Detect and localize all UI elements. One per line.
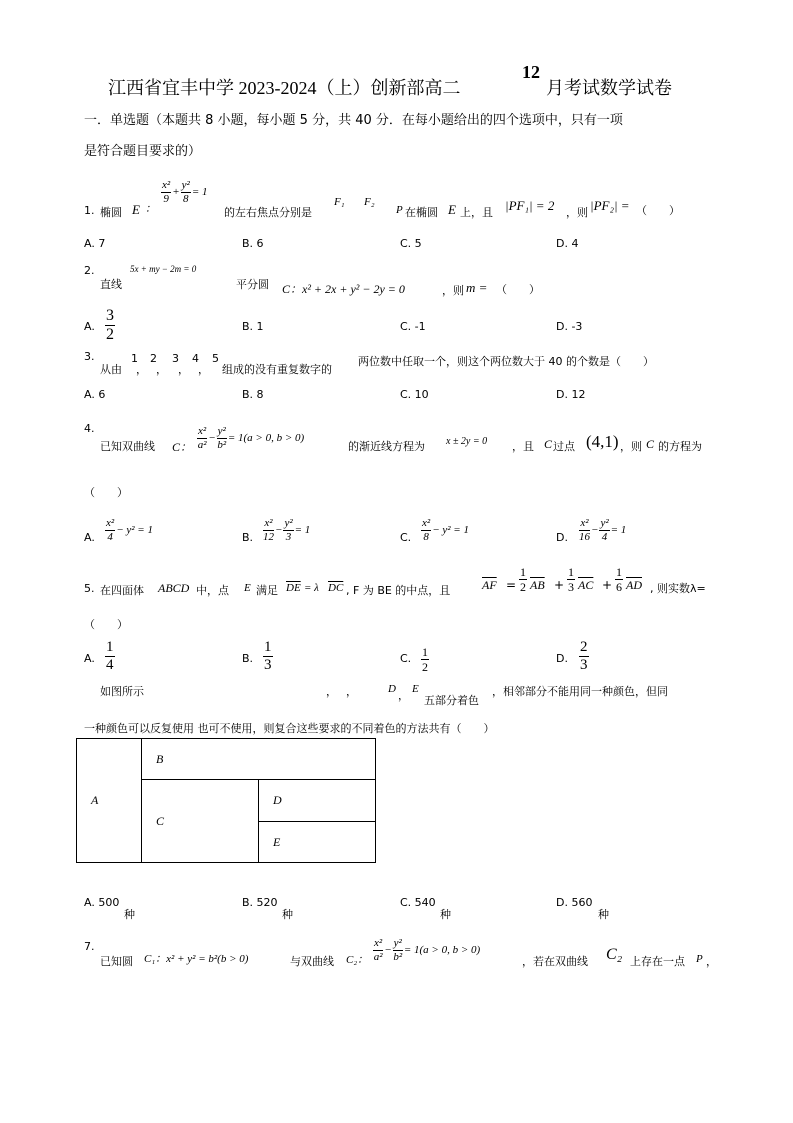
q2-option-a-label: A. (84, 320, 95, 333)
q5-option-b-label: B. (242, 652, 254, 665)
q1-prefix: 椭圆 (100, 206, 122, 219)
q2-number: 2. (84, 264, 95, 277)
q5-plus-2: + (602, 578, 613, 592)
q5-mid3: , F 为 BE 的中点，且 (346, 584, 451, 597)
section-heading: 一．单选题（本题共 8 小题，每小题 5 分，共 40 分．在每小题给出的四个选项中，只有一项 (84, 113, 623, 128)
q1-option-c: C. 5 (400, 237, 422, 250)
q7-hyperbola-eq: $\frac{\text{x²}}{\text{a²}}$ − $\frac{\text{y²}}{\text{b²}}$ = 1(a > 0, b > 0) (373, 937, 481, 963)
q5-vec-dc: $\overline{DC}$ (328, 582, 344, 594)
q6-line1b: ，相邻部分不能用同一种颜色，但同 (492, 685, 668, 698)
q4-c-ref2: C (646, 437, 655, 451)
q4-number: 4. (84, 422, 95, 435)
q1-f1: F₁ (334, 196, 345, 208)
q6-option-c-unit: 种 (440, 908, 451, 921)
q3-sep-4: ， (198, 363, 209, 376)
q5-tetra: ABCD (158, 581, 190, 595)
q3-digit-1: 1 (131, 352, 138, 365)
q7-number: 7. (84, 940, 95, 953)
q4-option-b-eq: $\frac{\text{x²}}{12}$ − $\frac{\text{y²}}{3}$ = 1 (263, 517, 311, 543)
q2-option-d: D. -3 (556, 320, 583, 333)
q1-target: |PF₂| = (590, 198, 630, 213)
q4-hyperbola-eq: $\frac{\text{x²}}{\text{a²}}$ − $\frac{\text{y²}}{\text{b²}}$ = 1(a > 0, b > 0) (197, 425, 305, 451)
q4-paren: （ ） (84, 486, 128, 499)
q6-option-b: B. 520 (242, 896, 278, 909)
q1-mid: 的左右焦点分别是 (224, 206, 312, 219)
q1-option-d: D. 4 (556, 237, 579, 250)
q5-vec-de: $\overline{DE}$ (286, 582, 301, 594)
q6-option-a: A. 500 (84, 896, 120, 909)
q6-option-b-unit: 种 (282, 908, 293, 921)
q3-text3: 两位数中任取一个，则这个两位数大于 40 的个数是（ ） (358, 355, 654, 368)
q3-option-c: C. 10 (400, 388, 429, 401)
q2-target: m = (466, 280, 488, 295)
q7-p: P (696, 953, 703, 965)
q6-option-a-unit: 种 (124, 908, 135, 921)
q6-five-parts: 五部分着色 (424, 694, 479, 707)
q3-sep-1: ， (136, 363, 147, 376)
q2-line-eq: 5x + my − 2m = 0 (130, 264, 197, 274)
q2-ask: ，则 (442, 284, 464, 297)
q2-mid: 平分圆 (236, 278, 269, 291)
q5-e: E (244, 582, 251, 594)
q3-number: 3. (84, 350, 95, 363)
q6-comma-2: ， (346, 685, 357, 698)
q7-prefix: 已知圆 (100, 955, 133, 968)
q1-ellipse-ref: E (448, 202, 456, 217)
q2-option-c: C. -1 (400, 320, 426, 333)
q6-line1a: 如图所示 (100, 685, 144, 698)
q3-digit-3: 3 (172, 352, 179, 365)
q5-option-a-label: A. (84, 652, 95, 665)
q4-c-ref: C (544, 437, 553, 451)
q1-paren: （ ） (636, 204, 680, 217)
q5-tail: , 则实数λ= (650, 582, 706, 595)
q4-mid2: ，且 (512, 440, 534, 453)
q5-vec-ad: $\overline{AD}$ (626, 578, 642, 592)
title-left: 江西省宜丰中学 2023-2024（上）创新部高二 (108, 78, 461, 98)
q4-mid3: 过点 (553, 440, 575, 453)
q6-line2: 一种颜色可以反复使用 也可不使用，则复合这些要求的不同着色的方法共有（ ） (84, 722, 495, 735)
q4-option-d-eq: $\frac{\text{x²}}{16}$ − $\frac{\text{y²}}{4}$ = 1 (579, 517, 627, 543)
title-month: 12 (522, 62, 540, 82)
q2-option-b: B. 1 (242, 320, 264, 333)
q5-eq: = (506, 578, 517, 592)
q5-option-a-frac: $\frac{1}{4}$ (106, 639, 114, 673)
q6-comma-1: ， (326, 685, 337, 698)
q3-digit-4: 4 (192, 352, 199, 365)
title-right: 月考试数学试卷 (546, 78, 672, 98)
q4-curve: C： (172, 440, 193, 454)
q1-ellipse-eq: $\frac{\text{x²}}{9}$ + $\frac{\text{y²}}{8}$ = 1 (162, 179, 208, 205)
q5-mid: 中，点 (196, 584, 229, 597)
q5-coef-2: $\frac{1}{3}$ (568, 565, 574, 594)
q6-option-d-unit: 种 (598, 908, 609, 921)
q3-sep-2: ， (156, 363, 167, 376)
q5-option-d-frac: $\frac{2}{3}$ (580, 639, 588, 673)
q3-sep-3: ， (178, 363, 189, 376)
q6-e: E (412, 683, 419, 695)
q5-option-d-label: D. (556, 652, 568, 665)
q3-option-a: A. 6 (84, 388, 106, 401)
q3-digit-2: 2 (150, 352, 157, 365)
q6-option-c: C. 540 (400, 896, 436, 909)
q5-prefix: 在四面体 (100, 584, 144, 597)
q3-option-d: D. 12 (556, 388, 586, 401)
q1-p: P (396, 204, 403, 216)
q5-coef-3: $\frac{1}{6}$ (616, 565, 622, 594)
q1-ellipse-name: E (132, 202, 140, 217)
region-a: A (77, 739, 142, 863)
region-e: E (259, 822, 376, 863)
q5-paren: （ ） (84, 618, 128, 631)
q5-number: 5. (84, 582, 95, 595)
q1-option-a: A. 7 (84, 237, 106, 250)
q3-digit-5: 5 (212, 352, 219, 365)
q1-number: 1. (84, 204, 95, 217)
region-b: B (142, 739, 376, 780)
q4-option-b-label: B. (242, 531, 254, 544)
q3-text: 从由 (100, 363, 122, 376)
q1-mid3: 上，且 (460, 206, 493, 219)
q1-mid2: 在椭圆 (405, 206, 438, 219)
region-d: D (259, 780, 376, 822)
q6-coloring-figure (76, 738, 376, 863)
q4-asymptote: x ± 2y = 0 (446, 436, 488, 447)
section-heading-cont: 是符合题目要求的） (84, 144, 202, 159)
q1-colon: ： (145, 203, 156, 215)
q7-tail: ，若在双曲线 (522, 955, 588, 968)
q4-option-a-eq: $\frac{\text{x²}}{4}$ − y² = 1 (106, 517, 153, 543)
q6-comma-3: ， (398, 689, 409, 702)
q3-text2: 组成的没有重复数字的 (222, 363, 332, 376)
page-title (108, 74, 461, 100)
q7-end: ， (706, 955, 717, 968)
q5-mid2: 满足 (256, 584, 278, 597)
q3-option-b: B. 8 (242, 388, 264, 401)
q5-option-c-frac: $\frac{1}{2}$ (422, 645, 428, 674)
q4-mid: 的渐近线方程为 (348, 440, 425, 453)
q7-mid: 与双曲线 (290, 955, 334, 968)
q7-circle-eq: C₁：x² + y² = b²(b > 0) (144, 953, 249, 965)
region-c: C (142, 780, 259, 863)
q7-tail2: 上存在一点 (630, 955, 685, 968)
q4-prefix: 已知双曲线 (100, 440, 155, 453)
q7-c2: C₂ (606, 946, 623, 963)
q4-option-a-label: A. (84, 531, 95, 544)
q2-option-a-frac: $\frac{3}{2}$ (106, 307, 114, 343)
q1-option-b: B. 6 (242, 237, 264, 250)
q5-eq-lambda: = λ (304, 582, 319, 594)
q4-ask: ，则 (620, 440, 642, 453)
q5-option-b-frac: $\frac{1}{3}$ (264, 639, 272, 673)
q2-circle-eq: C：x² + 2x + y² − 2y = 0 (282, 282, 405, 296)
q2-paren: （ ） (496, 283, 540, 296)
q2-prefix: 直线 (100, 278, 122, 291)
q5-coef-1: $\frac{1}{2}$ (520, 565, 526, 594)
q5-vec-ac: $\overline{AC}$ (578, 578, 594, 592)
q4-point: (4,1) (586, 432, 619, 451)
q4-option-c-eq: $\frac{\text{x²}}{8}$ − y² = 1 (422, 517, 469, 543)
q7-curve: C₂： (346, 954, 369, 966)
q4-option-d-label: D. (556, 531, 568, 544)
q4-option-c-label: C. (400, 531, 412, 544)
q5-option-c-label: C. (400, 652, 412, 665)
q4-ask2: 的方程为 (658, 440, 702, 453)
q1-condition: |PF₁| = 2 (505, 198, 555, 213)
q5-plus-1: + (554, 578, 565, 592)
q6-d: D (388, 683, 396, 695)
q6-option-d: D. 560 (556, 896, 593, 909)
q5-vec-ab: $\overline{AB}$ (530, 578, 545, 592)
q1-f2: F₂ (364, 196, 375, 208)
q5-vec-af: $\overline{AF}$ (482, 578, 497, 592)
q1-ask: ，则 (566, 206, 588, 219)
